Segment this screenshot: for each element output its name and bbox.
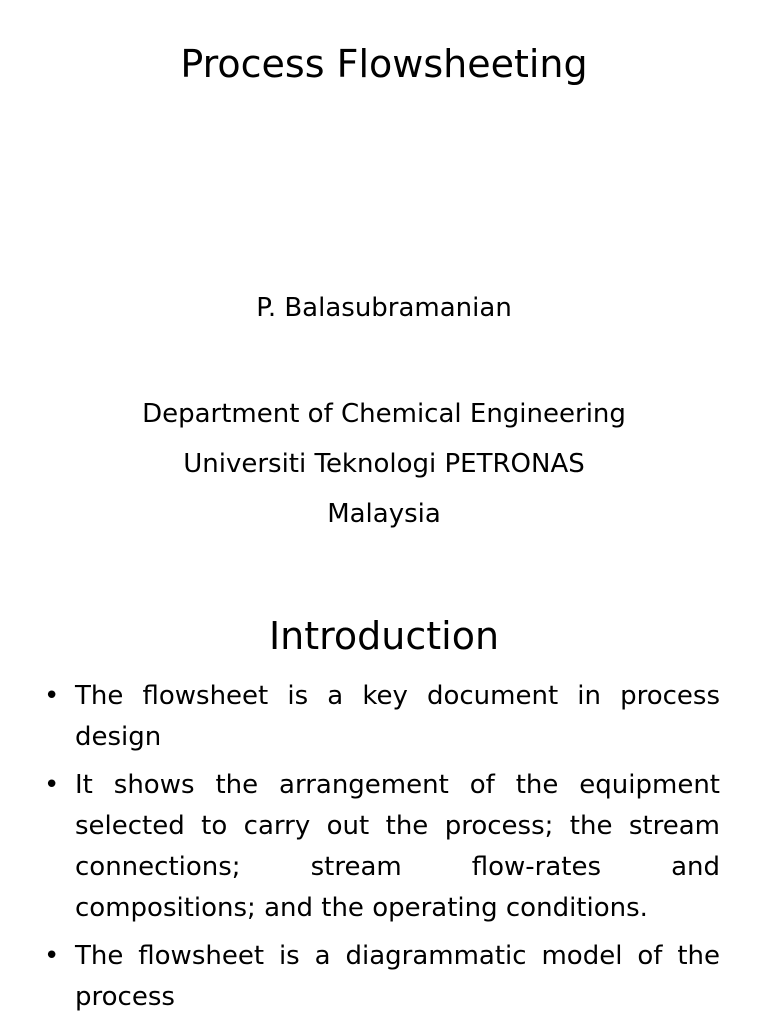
bullet-icon: •	[44, 681, 60, 711]
bullet-text: The flowsheet is a diagrammatic model of the process	[75, 941, 720, 1012]
author-name: P. Balasubramanian	[256, 293, 512, 323]
bullet-icon: •	[44, 941, 60, 971]
bullet-icon: •	[44, 770, 60, 800]
slide-title: Process Flowsheeting	[180, 42, 588, 86]
section-title: Introduction	[268, 614, 500, 658]
introduction-slide	[0, 582, 768, 1024]
bullet-item	[44, 765, 720, 929]
bullet-text: It shows the arrangement of the equipment selected to carry out the process; the stream connections; stream flow-rates and compositions; and the operating conditions.	[75, 770, 720, 923]
university-name: Universiti Teknologi PETRONAS	[183, 449, 585, 479]
bullet-text: The flowsheet is a key document in process design	[75, 681, 720, 752]
country-name: Malaysia	[327, 499, 441, 529]
bullet-item	[44, 676, 720, 758]
affiliation	[0, 389, 768, 539]
bullet-list	[44, 676, 720, 1024]
bullet-item	[44, 936, 720, 1018]
department-name: Department of Chemical Engineering	[142, 399, 626, 429]
